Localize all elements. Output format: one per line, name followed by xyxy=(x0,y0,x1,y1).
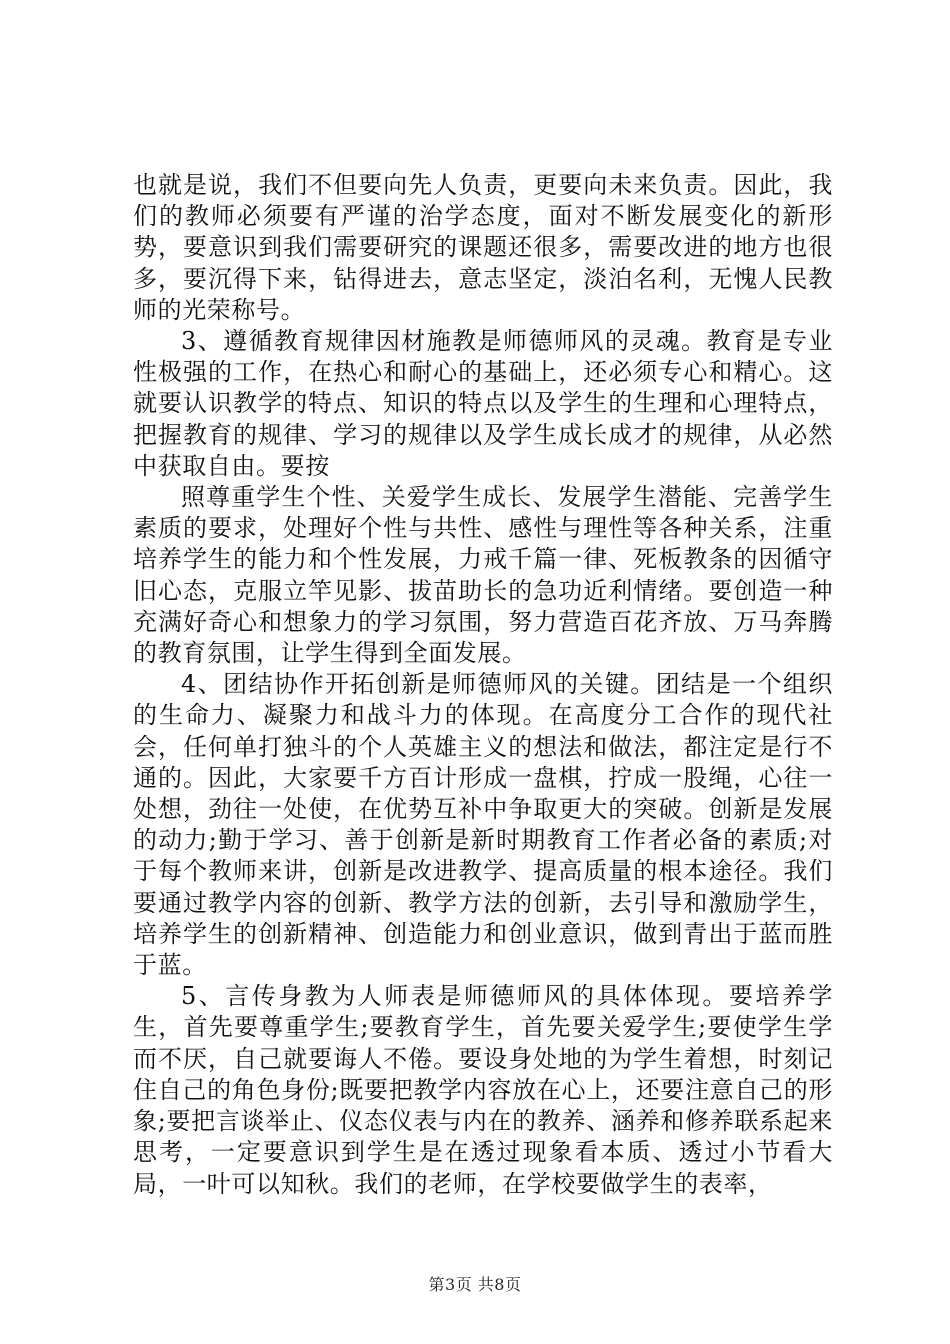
paragraph-4: 4、团结协作开拓创新是师德师风的关键。团结是一个组织的生命力、凝聚力和战斗力的体现。在高度分工合作的现代社会，任何单打独斗的个人英雄主义的想法和做法，都注定是行不通的。因此，大家要千方百计形成一盘棋，拧成一股绳，心往一处想，劲往一处使，在优势互补中争取更大的突破。创新是发展的动力;勤于学习、善于创新是新时期教育工作者必备的素质;对于每个教师来讲，创新是改进教学、提高质量的根本途径。我们要通过教学内容的创新、教学方法的创新，去引导和激励学生，培养学生的创新精神、创造能力和创业意识，做到青出于蓝而胜于蓝。 xyxy=(133,670,833,980)
body-text xyxy=(133,170,833,1200)
paragraph-3: 照尊重学生个性、关爱学生成长、发展学生潜能、完善学生素质的要求，处理好个性与共性、感性与理性等各种关系，注重培养学生的能力和个性发展，力戒千篇一律、死板教条的因循守旧心态，克服立竿见影、拔苗助长的急功近利情绪。要创造一种充满好奇心和想象力的学习氛围，努力营造百花齐放、万马奔腾的教育氛围，让学生得到全面发展。 xyxy=(133,483,833,668)
paragraph-5: 5、言传身教为人师表是师德师风的具体体现。要培养学生，首先要尊重学生;要教育学生，首先要关爱学生;要使学生学而不厌，自己就要诲人不倦。要设身处地的为学生着想，时刻记住自己的角色身份;既要把教学内容放在心上，还要注意自己的形象;要把言谈举止、仪态仪表与内在的教养、涵养和修养联系起来思考，一定要意识到学生是在透过现象看本质、透过小节看大局，一叶可以知秋。我们的老师，在学校要做学生的表率， xyxy=(133,982,833,1198)
paragraph-1: 也就是说，我们不但要向先人负责，更要向未来负责。因此，我们的教师必须要有严谨的治学态度，面对不断发展变化的新形势，要意识到我们需要研究的课题还很多，需要改进的地方也很多，要沉得下来，钻得进去，意志坚定，淡泊名利，无愧人民教师的光荣称号。 xyxy=(133,171,833,324)
paragraph-2: 3、遵循教育规律因材施教是师德师风的灵魂。教育是专业性极强的工作，在热心和耐心的基础上，还必须专心和精心。这就要认识教学的特点、知识的特点以及学生的生理和心理特点，把握教育的规律、学习的规律以及学生成长成才的规律，从必然中获取自由。要按 xyxy=(133,327,833,480)
page-footer: 第3页 共8页 xyxy=(428,1275,522,1294)
